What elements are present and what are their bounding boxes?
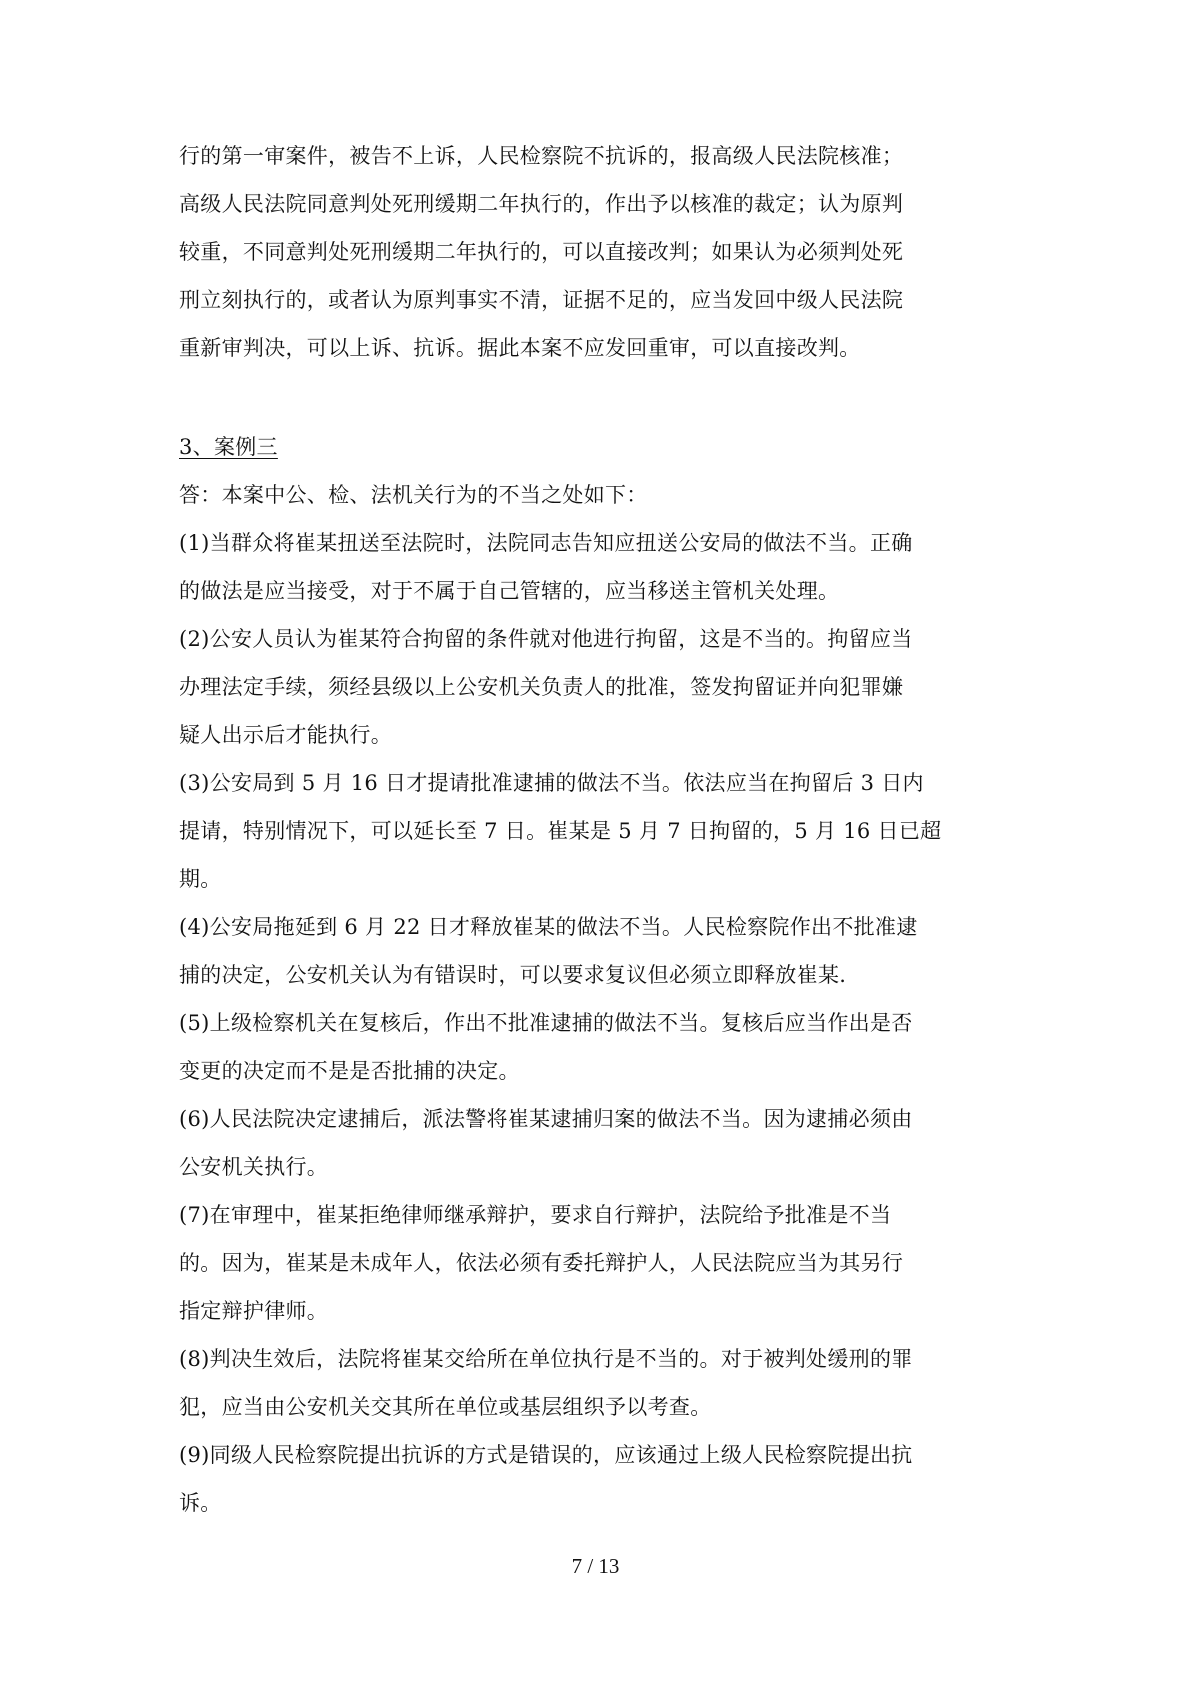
text-line: 公安机关执行。 [179,1155,329,1179]
text-line: 行的第一审案件，被告不上诉，人民检察院不抗诉的，报高级人民法院核准； [179,144,904,168]
text-line: 答：本案中公、检、法机关行为的不当之处如下： [179,483,648,507]
text-line: 疑人出示后才能执行。 [179,723,392,747]
text-line: (9)同级人民检察院提出抗诉的方式是错误的，应该通过上级人民检察院提出抗 [179,1443,913,1467]
text-line: 刑立刻执行的，或者认为原判事实不清，证据不足的，应当发回中级人民法院 [179,288,904,312]
text-line: (4)公安局拖延到 6 月 22 日才释放崔某的做法不当。人民检察院作出不批准逮 [179,915,918,939]
text-line: 期。 [179,867,222,891]
text-line: 的。因为，崔某是未成年人，依法必须有委托辩护人，人民法院应当为其另行 [179,1251,904,1275]
text-line: 办理法定手续，须经县级以上公安机关负责人的批准，签发拘留证并向犯罪嫌 [179,675,904,699]
text-line: 的做法是应当接受，对于不属于自己管辖的，应当移送主管机关处理。 [179,579,840,603]
text-line: (1)当群众将崔某扭送至法院时，法院同志告知应扭送公安局的做法不当。正确 [179,531,913,555]
text-line: (5)上级检察机关在复核后，作出不批准逮捕的做法不当。复核后应当作出是否 [179,1011,913,1035]
text-line: 较重，不同意判处死刑缓期二年执行的，可以直接改判；如果认为必须判处死 [179,240,904,264]
text-line: 变更的决定而不是是否批捕的决定。 [179,1059,520,1083]
text-line: (6)人民法院决定逮捕后，派法警将崔某逮捕归案的做法不当。因为逮捕必须由 [179,1107,913,1131]
text-line: (8)判决生效后，法院将崔某交给所在单位执行是不当的。对于被判处缓刑的罪 [179,1347,913,1371]
text-line: 诉。 [179,1491,222,1515]
page-number: 7 / 13 [571,1554,620,1578]
text-line: 高级人民法院同意判处死刑缓期二年执行的，作出予以核准的裁定；认为原判 [179,192,904,216]
text-line: 捕的决定，公安机关认为有错误时，可以要求复议但必须立即释放崔某. [179,963,847,987]
text-line: 指定辩护律师。 [179,1299,329,1323]
text-line: 犯，应当由公安机关交其所在单位或基层组织予以考查。 [179,1395,712,1419]
text-line: (2)公安人员认为崔某符合拘留的条件就对他进行拘留，这是不当的。拘留应当 [179,627,913,651]
text-line: 重新审判决，可以上诉、抗诉。据此本案不应发回重审，可以直接改判。 [179,336,861,360]
section-heading: 3、案例三 [179,435,278,459]
text-line: 提请，特别情况下，可以延长至 7 日。崔某是 5 月 7 日拘留的，5 月 16 日已超 [179,819,942,843]
text-line: (3)公安局到 5 月 16 日才提请批准逮捕的做法不当。依法应当在拘留后 3 日内 [179,771,924,795]
text-line: (7)在审理中，崔某拒绝律师继承辩护，要求自行辩护，法院给予批准是不当 [179,1203,892,1227]
